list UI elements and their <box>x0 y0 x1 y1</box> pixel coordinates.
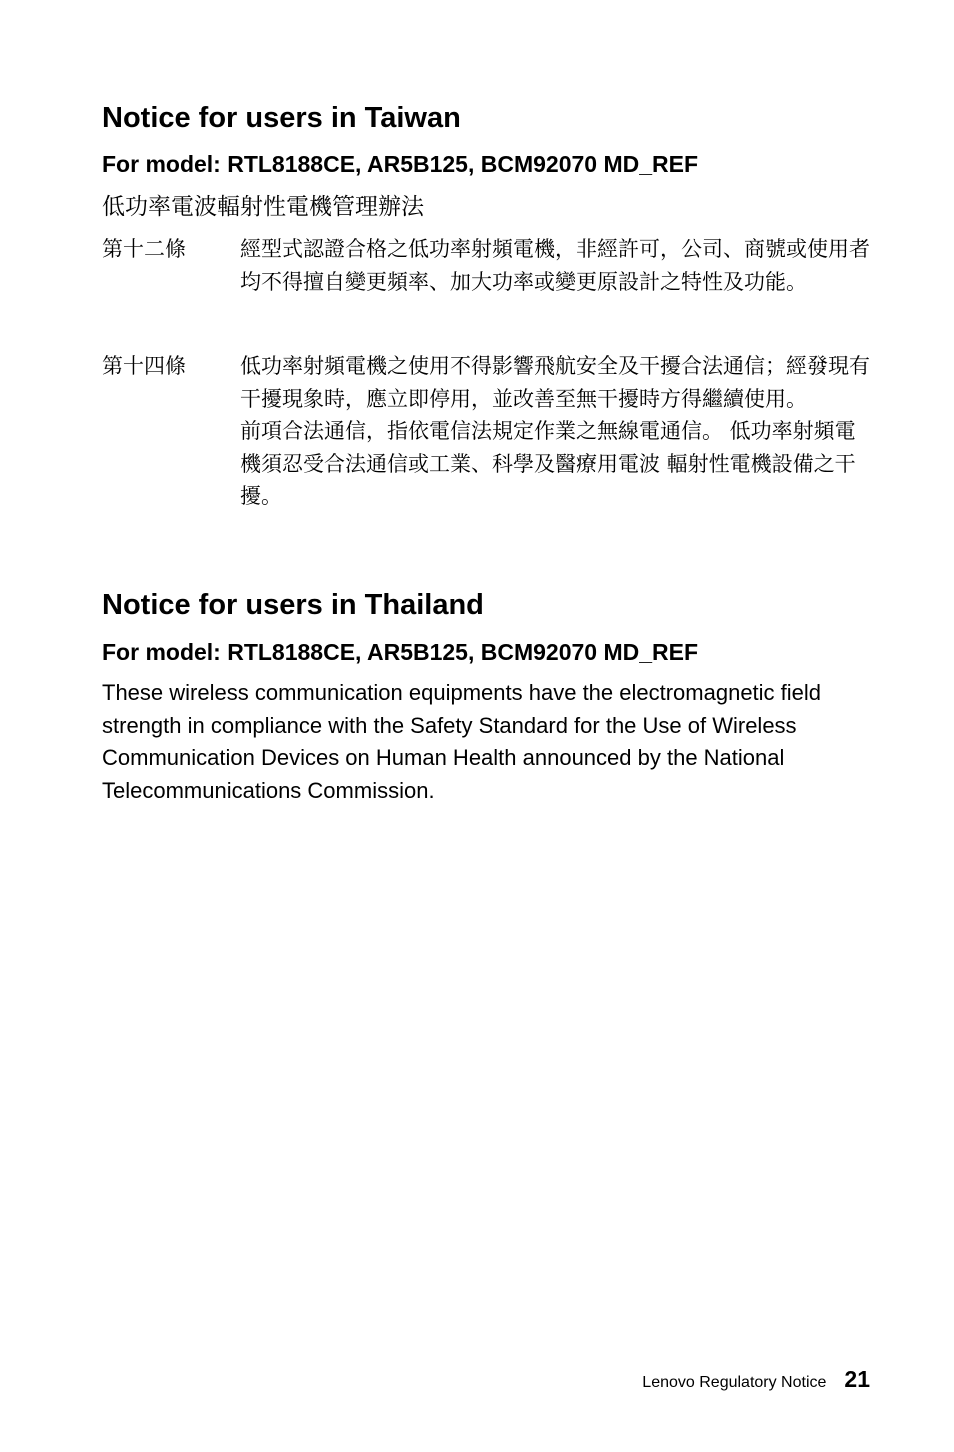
article-12-text: 經型式認證合格之低功率射頻電機，非經許可，公司、商號或使用者均不得擅自變更頻率、加大功率或變更原設計之特性及功能。 <box>240 237 870 294</box>
article-14-label: 第十四條 <box>102 354 186 378</box>
thailand-model-line: For model: RTL8188CE, AR5B125, BCM92070 MD_REF <box>102 639 699 665</box>
article-14-body <box>240 350 872 513</box>
article-12-label: 第十二條 <box>102 237 186 261</box>
footer-label: Lenovo Regulatory Notice <box>642 1374 827 1391</box>
thailand-body-text: These wireless communication equipments have the electromagnetic field strength in compliance with the Safety Standard for the Use of Wireless Communication Devices on Human Health announced by the National Telecommunications Commission. <box>102 680 822 803</box>
taiwan-heading: Notice for users in Taiwan <box>102 102 461 134</box>
article-14-text-2: 前項合法通信，指依電信法規定作業之無線電通信。 低功率射頻電機須忍受合法通信或工業、科學及醫療用電波 輻射性電機設備之干擾。 <box>240 419 856 508</box>
article-14-text-1: 低功率射頻電機之使用不得影響飛航安全及干擾合法通信；經發現有干擾現象時，應立即停用，並改善至無干擾時方得繼續使用。 <box>240 354 870 411</box>
taiwan-regulation-title: 低功率電波輻射性電機管理辦法 <box>102 194 424 220</box>
page-footer <box>642 1366 870 1393</box>
taiwan-model-line: For model: RTL8188CE, AR5B125, BCM92070 MD_REF <box>102 151 699 177</box>
thailand-heading: Notice for users in Thailand <box>102 589 484 621</box>
article-12-body <box>240 233 872 298</box>
page-number: 21 <box>844 1366 870 1392</box>
